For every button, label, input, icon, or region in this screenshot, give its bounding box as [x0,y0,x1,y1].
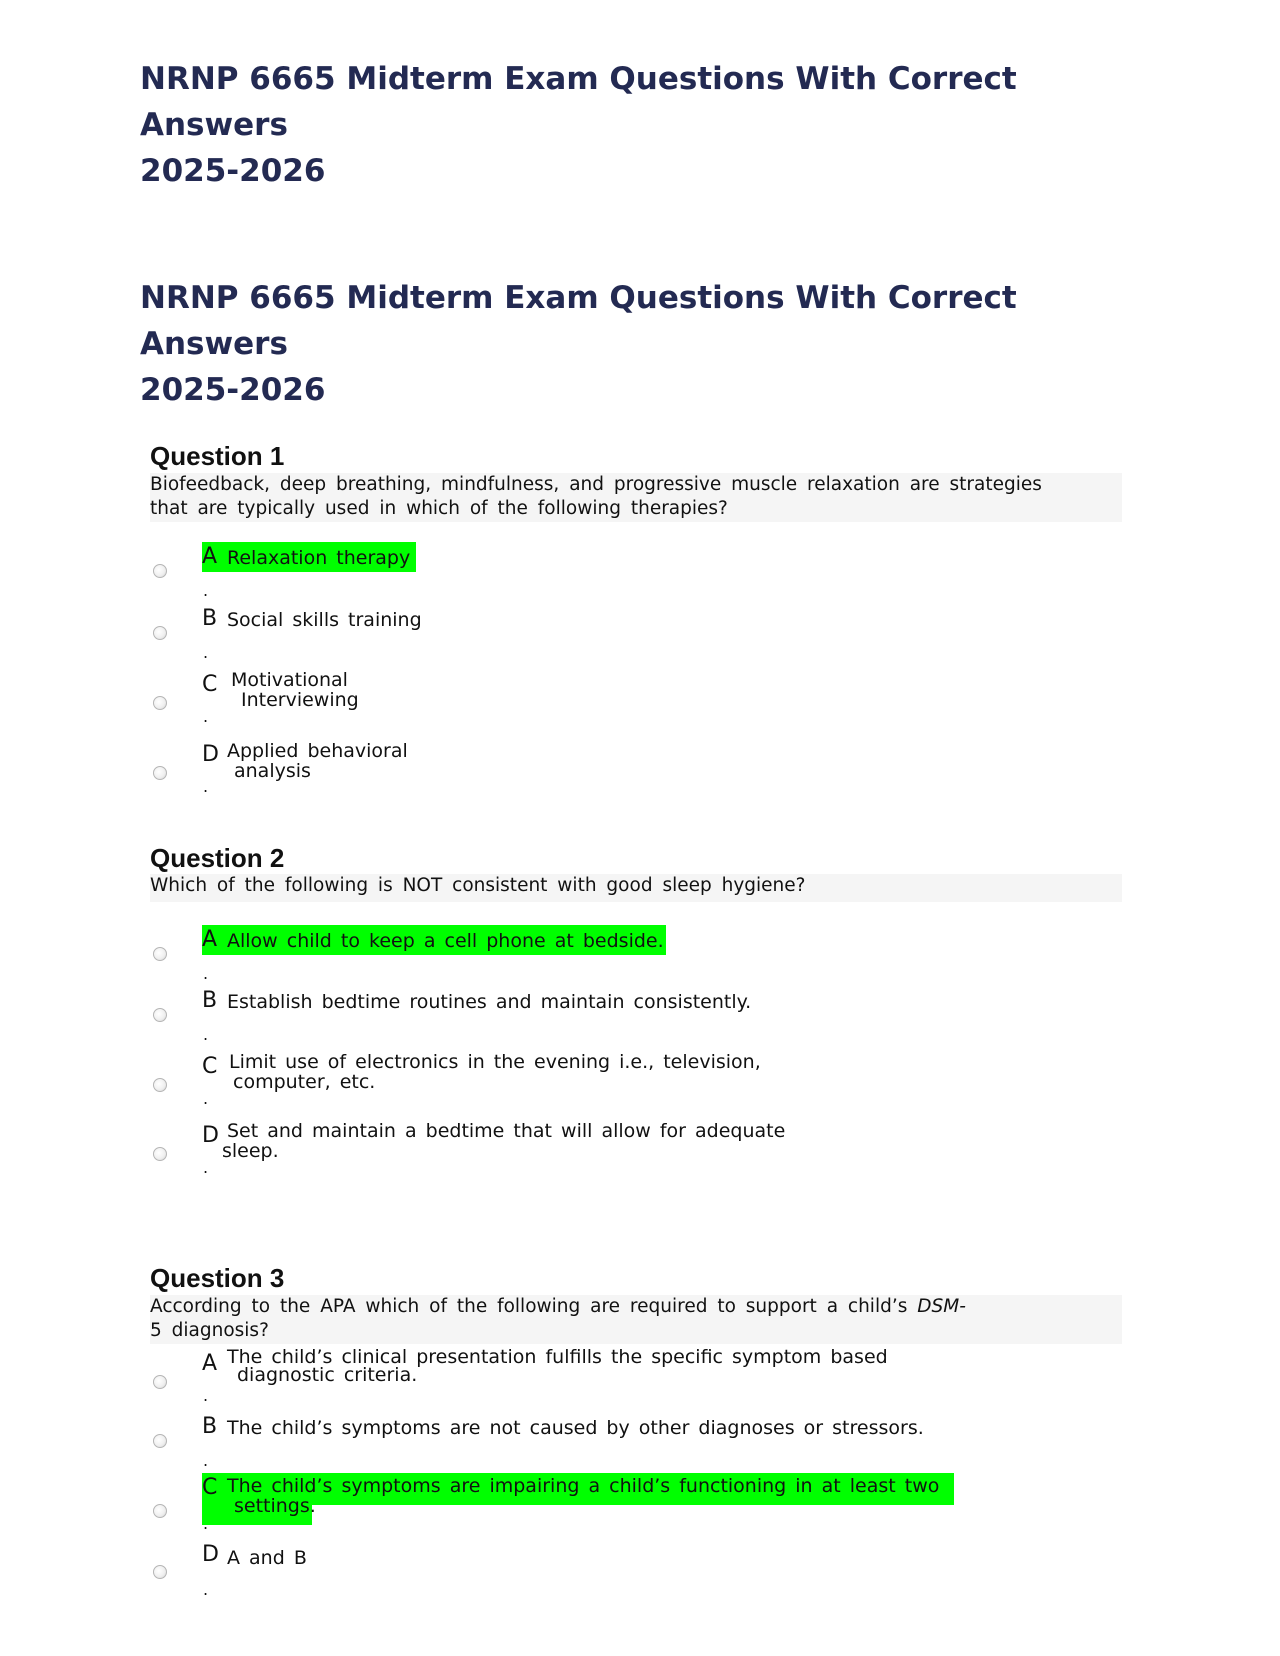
question-2-option-d-radio[interactable] [153,1147,167,1161]
option-letter: C [202,672,218,697]
option-dot: . [203,643,209,662]
question-1-heading: Question 1 [150,441,285,471]
option-dot: . [203,581,209,600]
question-1-prompt-line2: that are typically used in which of the following therapies? [150,498,728,519]
dsm-emphasis: DSM- [917,1296,966,1317]
question-1-prompt [150,473,1122,522]
option-letter: A [202,1351,218,1376]
question-2-option-d-text [222,1120,786,1162]
option-text-line1: The child’s clinical presentation fulfills the specific symptom based [227,1346,888,1368]
option-dot: . [203,1158,209,1177]
question-1-prompt-line1: Biofeedback, deep breathing, mindfulness, and progressive muscle relaxation are strategies [150,474,1042,495]
question-2-prompt-line1: Which of the following is NOT consistent with good sleep hygiene? [150,875,806,896]
question-1-option-c-radio[interactable] [153,696,167,710]
question-1-option-a-text: Relaxation therapy [227,547,411,569]
option-dot: . [203,1025,209,1044]
question-2-option-b-radio[interactable] [153,1008,167,1022]
option-text-line1: Motivational [231,669,348,691]
option-dot: . [203,1580,209,1599]
question-1-option-d-text [227,741,408,781]
option-text-line1: The child’s symptoms are impairing a child’s functioning in at least two [227,1475,940,1497]
option-dot: . [203,964,209,983]
option-text-line2: computer, etc. [233,1071,376,1093]
question-3-option-a-radio[interactable] [153,1375,167,1389]
question-2-option-a-radio[interactable] [153,947,167,961]
option-text-line2: sleep. [222,1140,279,1162]
document-title [140,56,1140,194]
option-text-line1: Set and maintain a bedtime that will allow for adequate [227,1120,786,1142]
option-dot: . [203,707,209,726]
document-title-line2: 2025-2026 [140,153,326,189]
option-dot: . [203,1386,209,1405]
option-letter: C [202,1475,218,1500]
question-2-option-a-text: Allow child to keep a cell phone at bedside. [227,930,664,952]
option-text-line2: diagnostic criteria. [237,1364,418,1386]
question-3-prompt-line2: 5 diagnosis? [150,1320,269,1341]
question-1-option-a-radio[interactable] [153,564,167,578]
question-3-option-c-radio[interactable] [153,1504,167,1518]
question-3-option-a-text [227,1348,888,1384]
option-dot: . [203,1451,209,1470]
question-2-heading: Question 2 [150,843,285,873]
document-title-line1: NRNP 6665 Midterm Exam Questions With Correct Answers [140,61,1017,143]
option-text-line1: Applied behavioral [227,740,408,762]
option-text-line2: Interviewing [241,689,359,711]
question-3-prompt-text: According to the APA which of the following are required to support a child’s [150,1296,908,1317]
option-letter: C [202,1054,218,1079]
question-3-option-d-text: A and B [227,1547,307,1569]
option-dot: . [203,777,209,796]
question-3-option-c-text [227,1476,939,1516]
option-letter: D [202,742,219,767]
question-1-option-d-radio[interactable] [153,766,167,780]
question-3-option-d-radio[interactable] [153,1565,167,1579]
question-3-option-b-radio[interactable] [153,1434,167,1448]
question-2-prompt [150,874,1122,902]
question-2-option-c-radio[interactable] [153,1078,167,1092]
question-3-option-b-text: The child’s symptoms are not caused by other diagnoses or stressors. [227,1417,924,1439]
option-letter: B [202,1414,218,1439]
document-title-line1: NRNP 6665 Midterm Exam Questions With Correct Answers [140,280,1017,362]
option-dot: . [203,1089,209,1108]
question-1-option-c-text [231,670,359,710]
option-text-line2: analysis [234,760,311,782]
document-title-line2: 2025-2026 [140,372,326,408]
option-dot: . [203,1514,209,1533]
question-3-prompt-line1 [150,1295,1122,1319]
question-2-option-b-text: Establish bedtime routines and maintain consistently. [227,991,752,1013]
option-text-line1: Limit use of electronics in the evening i.e., television, [229,1051,761,1073]
question-3-heading: Question 3 [150,1263,285,1293]
question-1-option-b-radio[interactable] [153,626,167,640]
question-1-option-b-text: Social skills training [227,609,422,631]
document-title-repeat [140,275,1140,413]
option-letter: B [202,988,218,1013]
option-letter: A [202,927,218,952]
option-letter: B [202,606,218,631]
option-letter: A [202,544,218,569]
option-text-line2: settings. [234,1495,316,1517]
option-letter: D [202,1123,219,1148]
option-letter: D [202,1542,219,1567]
question-2-option-c-text [229,1052,761,1092]
question-3-prompt [150,1295,1122,1344]
